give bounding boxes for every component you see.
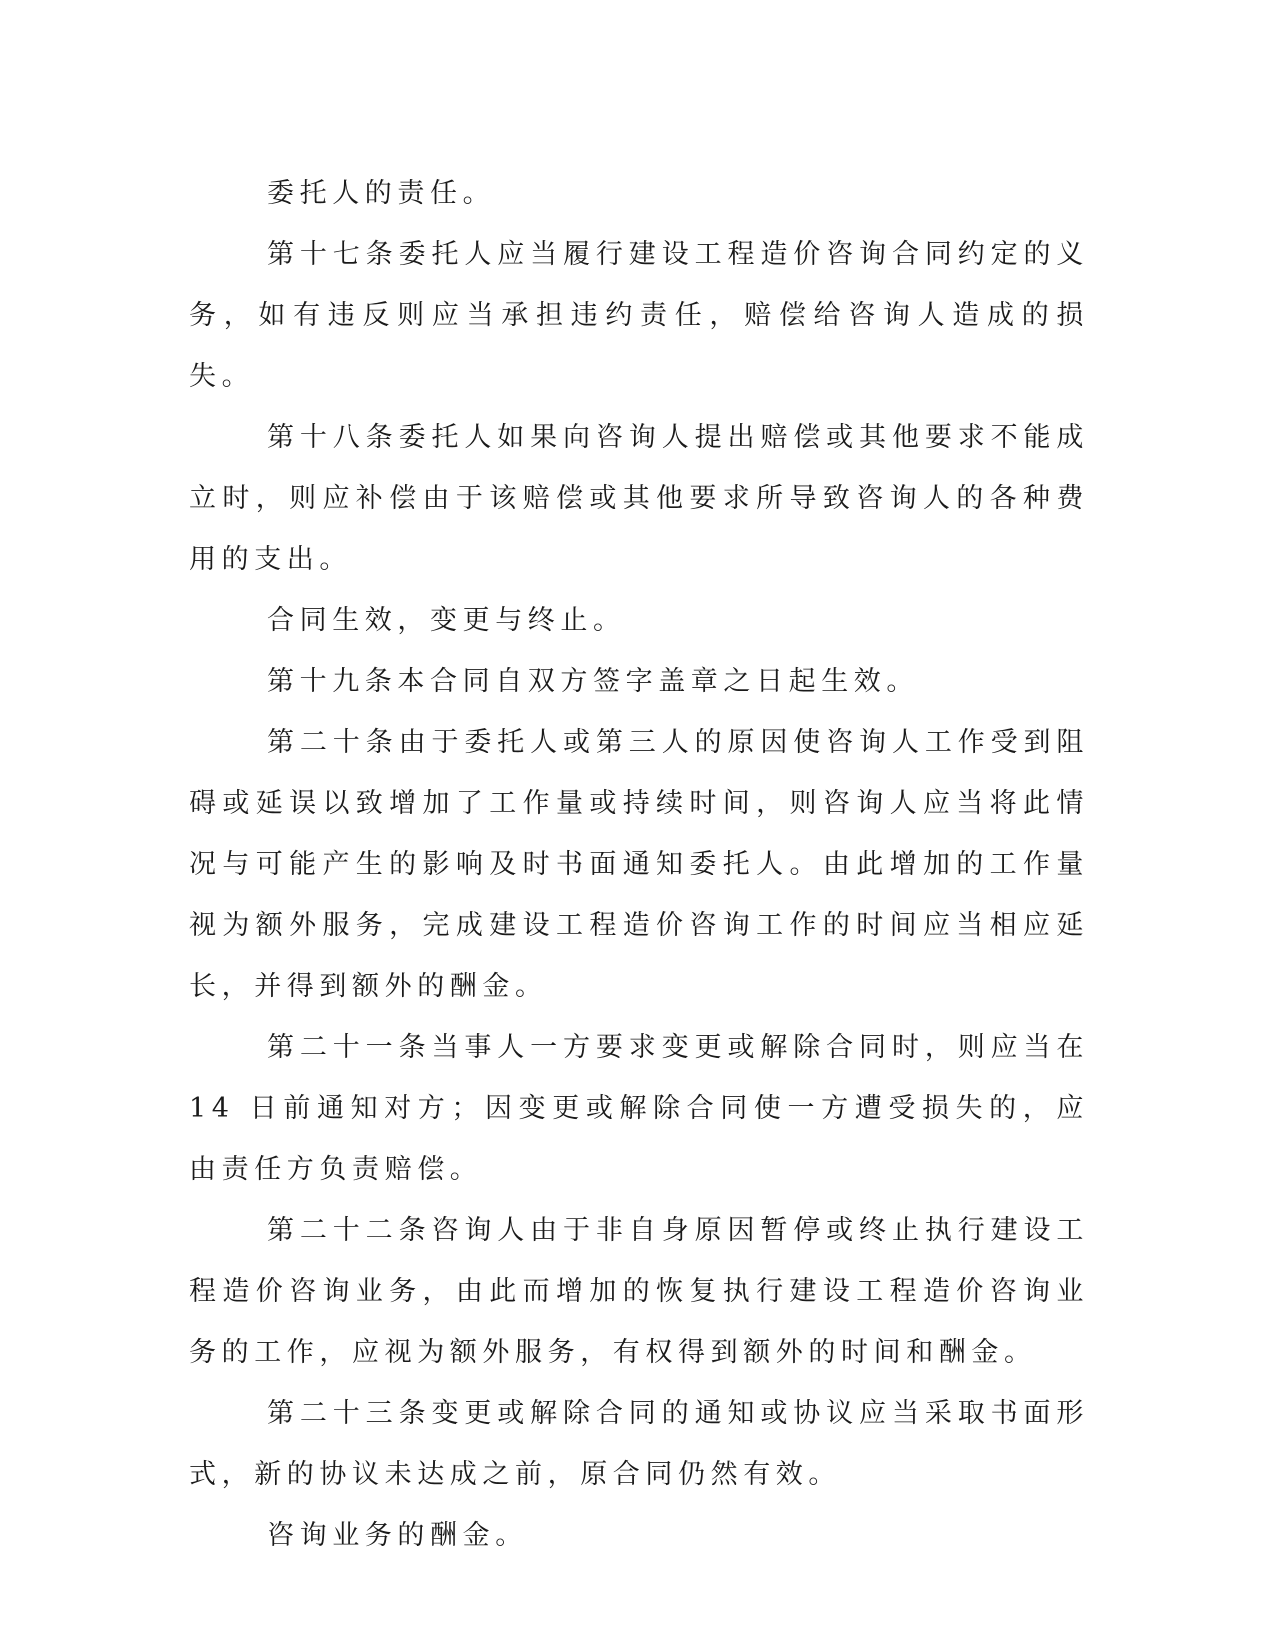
paragraph-section-heading-contract-effect: 合同生效，变更与终止。 [267, 605, 626, 636]
paragraph-article-19: 第十九条本合同自双方签字盖章之日起生效。 [267, 666, 919, 697]
paragraph-article-17: 第十七条委托人应当履行建设工程造价咨询合同约定的义务，如有违反则应当承担违约责任，赔偿给咨询人造成的损失。 [189, 239, 1089, 392]
paragraph-article-18: 第十八条委托人如果向咨询人提出赔偿或其他要求不能成立时，则应补偿由于该赔偿或其他要求所导致咨询人的各种费用的支出。 [189, 422, 1089, 575]
paragraph-section-heading-consulting-fee: 咨询业务的酬金。 [267, 1520, 528, 1551]
paragraph-article-23: 第二十三条变更或解除合同的通知或协议应当采取书面形式，新的协议未达成之前，原合同仍然有效。 [189, 1398, 1089, 1490]
paragraph-article-21: 第二十一条当事人一方要求变更或解除合同时，则应当在 14 日前通知对方；因变更或解除合同使一方遭受损失的，应由责任方负责赔偿。 [189, 1032, 1089, 1185]
document-body [189, 163, 1089, 1566]
paragraph-article-20: 第二十条由于委托人或第三人的原因使咨询人工作受到阻碍或延误以致增加了工作量或持续时间，则咨询人应当将此情况与可能产生的影响及时书面通知委托人。由此增加的工作量视为额外服务，完成建设工程造价咨询工作的时间应当相应延长，并得到额外的酬金。 [189, 727, 1089, 1002]
paragraph-section-heading-client-liability: 委托人的责任。 [267, 178, 496, 209]
paragraph-article-22: 第二十二条咨询人由于非自身原因暂停或终止执行建设工程造价咨询业务，由此而增加的恢复执行建设工程造价咨询业务的工作，应视为额外服务，有权得到额外的时间和酬金。 [189, 1215, 1089, 1368]
